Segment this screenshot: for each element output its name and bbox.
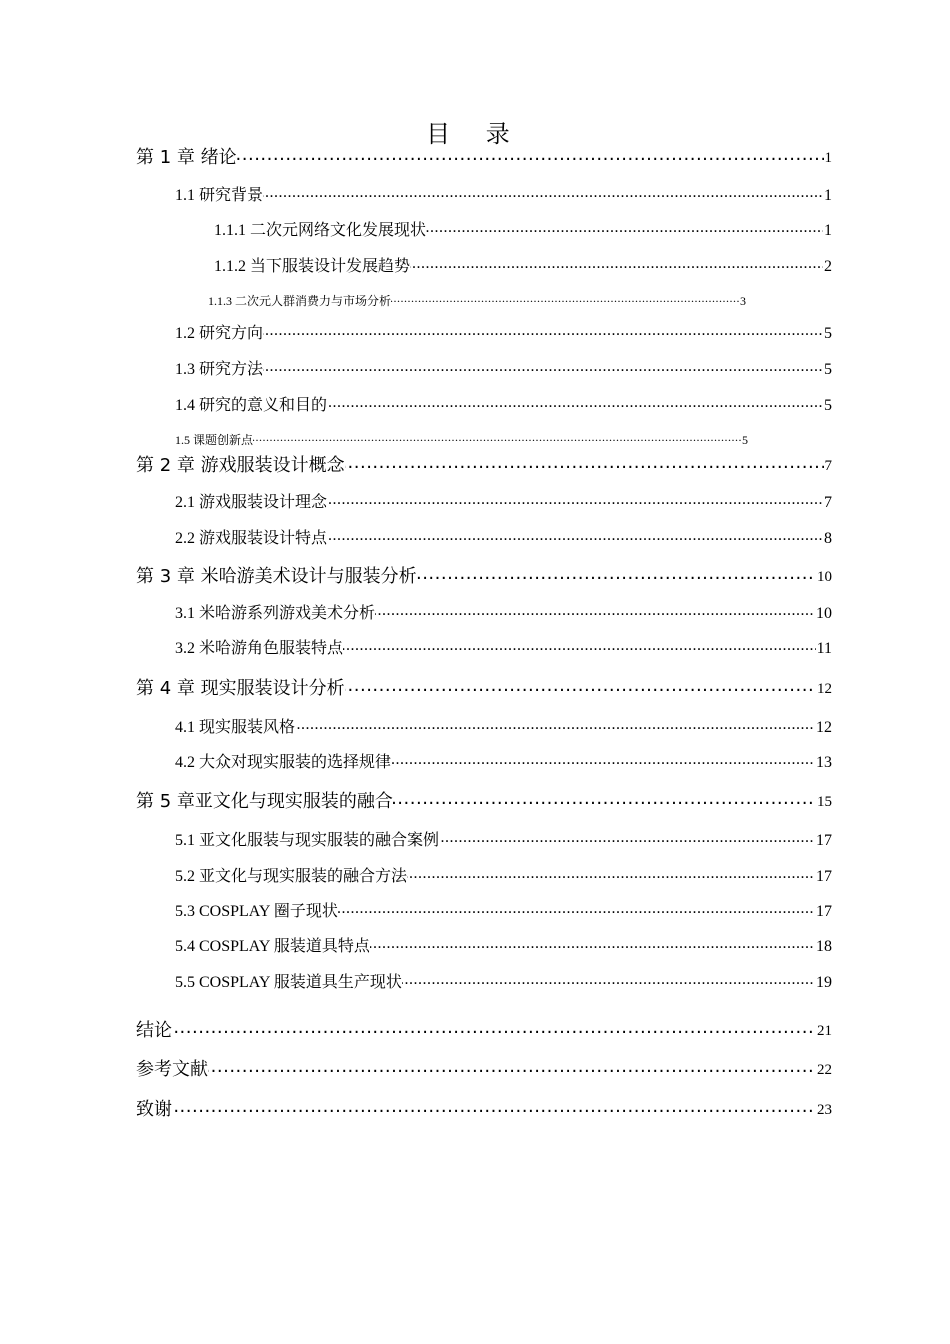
toc-entry-5-1[interactable] <box>175 829 832 853</box>
toc-entry-page: 12 <box>816 676 832 702</box>
toc-entry-label: 第 3 章 米哈游美术设计与服装分析 <box>136 566 417 587</box>
toc-entry-page: 11 <box>816 637 832 661</box>
toc-entry-conclusion[interactable] <box>136 1018 832 1044</box>
toc-entry-4-2[interactable] <box>175 751 832 775</box>
toc-entry-page: 5 <box>742 433 748 447</box>
toc-entry-label: 4.1 现实服装风格 <box>175 719 296 736</box>
toc-entry-label: 参考文献 <box>136 1059 208 1080</box>
toc-entry-label: 1.1 研究背景 <box>175 187 264 204</box>
toc-entry-4-1[interactable] <box>175 716 832 740</box>
toc-entry-page: 5 <box>823 358 832 382</box>
toc-entry-ch2[interactable] <box>136 453 832 479</box>
toc-entry-label: 3.2 米哈游角色服装特点 <box>175 640 344 657</box>
toc-entry-page: 3 <box>740 294 746 308</box>
toc-entry-label: 致谢 <box>136 1099 172 1120</box>
toc-entry-5-3[interactable] <box>175 900 832 924</box>
toc-entry-label: 第 2 章 游戏服装设计概念 <box>136 455 345 476</box>
toc-entry-page: 18 <box>815 935 832 959</box>
toc-entry-1-1[interactable] <box>175 184 832 208</box>
toc-entry-ch4[interactable] <box>136 676 832 702</box>
toc-entry-label: 结论 <box>136 1020 172 1041</box>
toc-entry-1-4[interactable] <box>175 394 832 418</box>
toc-entry-3-2[interactable] <box>175 637 832 661</box>
toc-entry-label: 1.2 研究方向 <box>175 325 264 342</box>
toc-entry-5-2[interactable] <box>175 865 832 889</box>
toc-entry-ch3[interactable] <box>136 564 832 590</box>
toc-entry-5-5[interactable] <box>175 971 832 995</box>
toc-entry-label: 第 1 章 绪论 <box>136 147 237 168</box>
toc-entry-page: 12 <box>815 716 832 740</box>
toc-entry-5-4[interactable] <box>175 935 832 959</box>
toc-entry-page: 10 <box>816 564 832 590</box>
toc-entry-label: 5.1 亚文化服装与现实服装的融合案例 <box>175 832 440 849</box>
toc-entry-page: 19 <box>815 971 832 995</box>
toc-entry-label: 1.3 研究方法 <box>175 361 264 378</box>
toc-entry-3-1[interactable] <box>175 602 832 626</box>
toc-entry-1-1-3[interactable] <box>208 292 746 310</box>
toc-entry-1-2[interactable] <box>175 322 832 346</box>
toc-entry-ch5[interactable] <box>136 789 832 815</box>
toc-entry-1-3[interactable] <box>175 358 832 382</box>
toc-entry-label: 3.1 米哈游系列游戏美术分析 <box>175 605 376 622</box>
toc-entry-page: 1 <box>823 219 832 243</box>
toc-entry-ch1[interactable] <box>136 145 832 171</box>
toc-entry-label: 1.4 研究的意义和目的 <box>175 397 328 414</box>
toc-entry-1-5[interactable] <box>175 431 748 449</box>
toc-entry-page: 8 <box>823 527 832 551</box>
toc-entry-page: 2 <box>823 255 832 279</box>
toc-entry-page: 23 <box>816 1097 832 1123</box>
toc-entry-2-1[interactable] <box>175 491 832 515</box>
toc-entry-page: 17 <box>815 900 832 924</box>
toc-entry-label: 2.2 游戏服装设计特点 <box>175 530 328 547</box>
toc-entry-page: 15 <box>816 789 832 815</box>
toc-entry-page: 17 <box>815 829 832 853</box>
toc-entry-label: 4.2 大众对现实服装的选择规律 <box>175 754 392 771</box>
toc-entry-label: 2.1 游戏服装设计理念 <box>175 494 328 511</box>
toc-entry-page: 1 <box>823 184 832 208</box>
toc-entry-page: 13 <box>815 751 832 775</box>
toc-entry-page: 7 <box>824 453 833 479</box>
toc-entry-label: 5.4 COSPLAY 服装道具特点 <box>175 938 370 955</box>
toc-entry-1-1-2[interactable] <box>214 255 832 279</box>
toc-entry-label: 1.1.3 二次元人群消费力与市场分析 <box>208 294 392 308</box>
toc-entry-1-1-1[interactable] <box>214 219 832 243</box>
toc-entry-page: 1 <box>824 145 833 171</box>
toc-entry-2-2[interactable] <box>175 527 832 551</box>
toc-entry-label: 5.5 COSPLAY 服装道具生产现状 <box>175 974 402 991</box>
toc-entry-page: 7 <box>823 491 832 515</box>
toc-entry-page: 10 <box>815 602 832 626</box>
toc-entry-label: 1.1.1 二次元网络文化发展现状 <box>214 222 427 239</box>
toc-entry-page: 21 <box>816 1018 832 1044</box>
toc-entry-page: 17 <box>815 865 832 889</box>
toc-entry-label: 第 5 章亚文化与现实服装的融合 <box>136 791 393 812</box>
toc-entry-page: 22 <box>816 1057 832 1083</box>
toc-entry-label: 5.2 亚文化与现实服装的融合方法 <box>175 868 408 885</box>
toc-entry-label: 第 4 章 现实服装设计分析 <box>136 678 345 699</box>
toc-entry-page: 5 <box>823 394 832 418</box>
toc-entry-label: 1.5 课题创新点 <box>175 433 254 447</box>
toc-entry-references[interactable] <box>136 1057 832 1083</box>
toc-entry-label: 5.3 COSPLAY 圈子现状 <box>175 903 338 920</box>
toc-entry-page: 5 <box>823 322 832 346</box>
page-title: 目 录 <box>426 120 524 148</box>
toc-entry-acknowledgements[interactable] <box>136 1097 832 1123</box>
toc-entry-label: 1.1.2 当下服装设计发展趋势 <box>214 258 411 275</box>
